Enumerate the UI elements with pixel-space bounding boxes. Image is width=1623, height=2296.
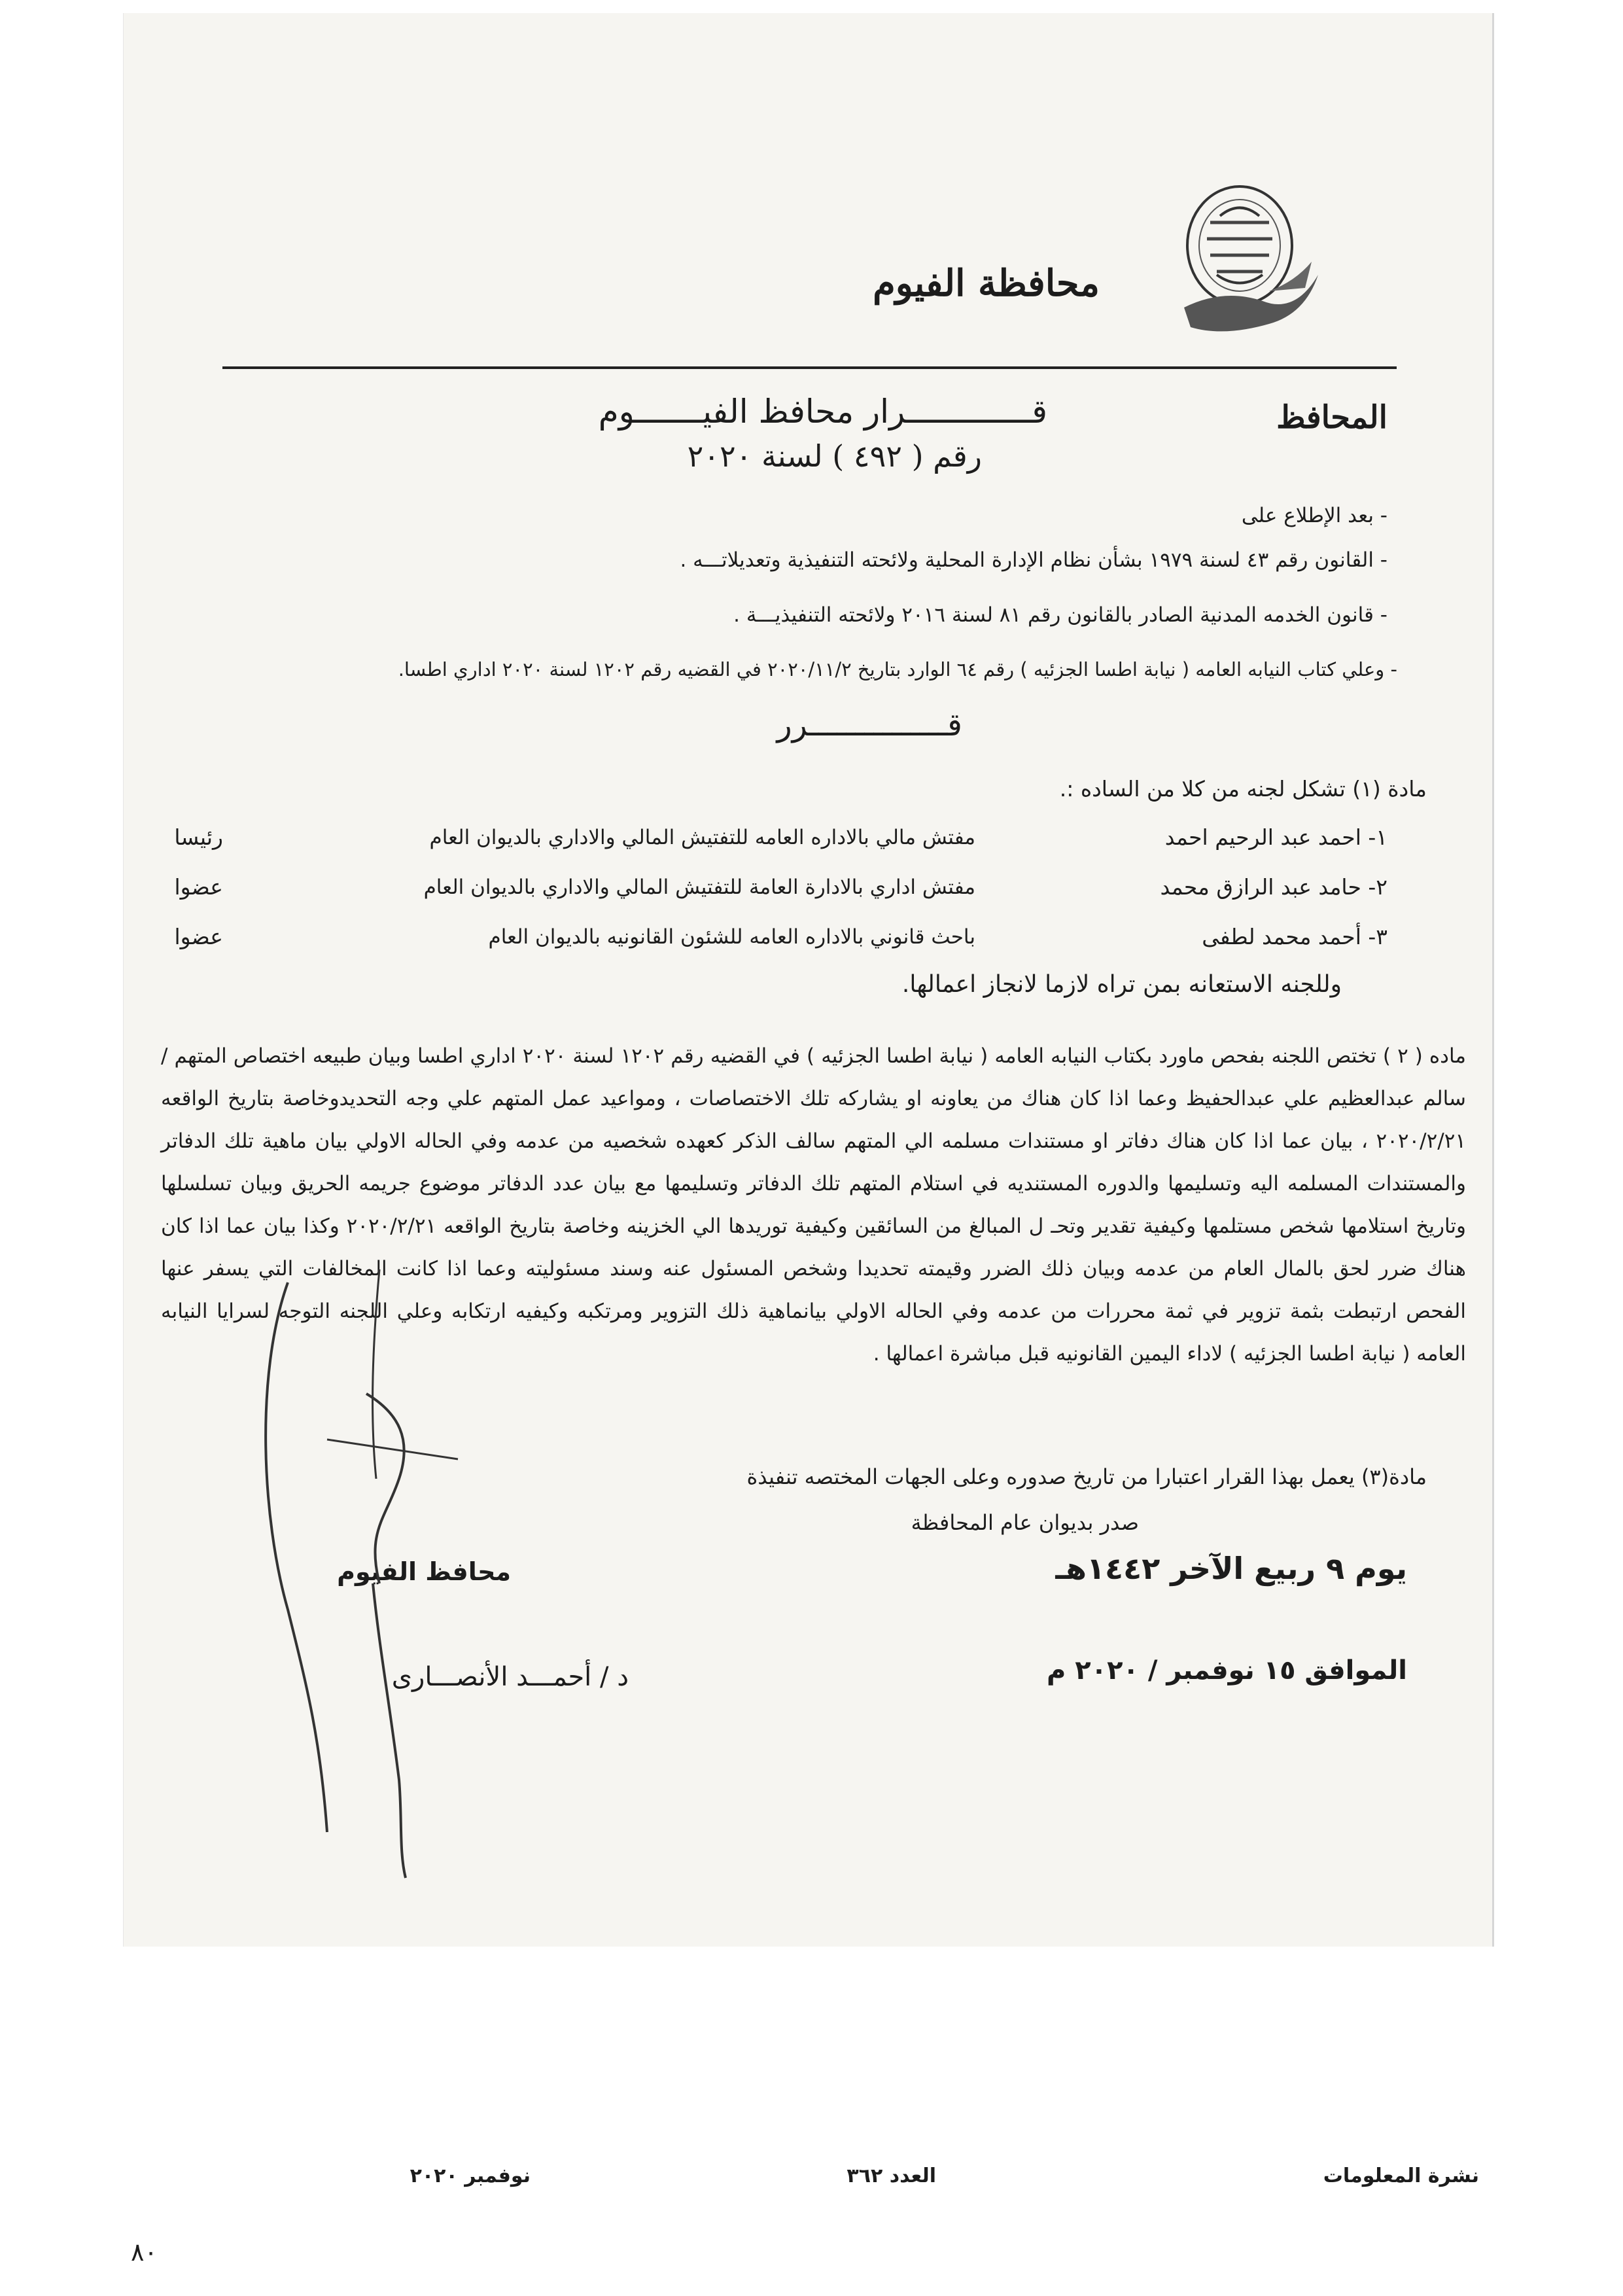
page-number: ٨٠ <box>131 2238 158 2267</box>
date-gregorian: الموافق ١٥ نوفمبر / ٢٠٢٠ م <box>1047 1655 1407 1686</box>
decision-number: رقم ( ٤٩٢ ) لسنة ٢٠٢٠ <box>687 438 982 474</box>
footer-publication: نشرة المعلومات <box>1323 2164 1479 2187</box>
governorate-emblem-icon <box>1171 177 1328 340</box>
preamble-line: - قانون الخدمه المدنية الصادر بالقانون رقم ٨١ لسنة ٢٠١٦ ولائحته التنفيذيـــة . <box>733 603 1387 627</box>
member-name: ٣- أحمد محمد لطفى <box>1202 924 1387 949</box>
member-title: مفتش اداري بالادارة العامة للتفتيش المالي والاداري بالديوان العام <box>423 875 975 899</box>
article1-assist: وللجنه الاستعانه بمن تراه لازما لانجاز اعمالها. <box>901 971 1342 998</box>
preamble-line: - القانون رقم ٤٣ لسنة ١٩٧٩ بشأن نظام الإدارة المحلية ولائحته التنفيذية وتعديلاتـــه . <box>680 548 1387 572</box>
date-hijri: يوم ٩ ربيع الآخر ١٤٤٢هـ <box>1055 1551 1407 1586</box>
decided-heading: قـــــــــــــــرر <box>777 707 962 743</box>
article2-text: ماده ( ٢ ) تختص اللجنه بفحص ماورد بكتاب النيابه العامه ( نيابة اطسا الجزئيه ) في القضيه رقم ١٢٠٢ لسنة ٢٠٢٠ اداري اطسا وبيان طبيعه اختصاص المتهم / سالم عبدالعظيم علي عبدالحفيظ وعما اذا كان هناك من يعاونه او يشاركه تلك الاختصاصات ، ومواعيد عمل المتهم علي وجه التحديدوخاصة بتاريخ الواقعه ٢٠٢٠/٢/٢١ ، بيان عما اذا كان هناك دفاتر او مستندات مسلمه الي المتهم سالف الذكر كعهده شخصيه من عدمه وفي الحاله الاولي بيان ماهية تلك الدفاتر والمستندات المسلمه اليه وتسليمها والدوره المستنديه في استلام المتهم تلك الدفاتر وتسليمها مع بيان عدد الدفاتر موضوع جريمه الحريق وبيان تسلسلها وتاريخ استلامها شخص مستلمها وكيفية تقدير وتحـ ل المبالغ من السائقين وكيفية توريدها الي الخزينه وخاصة بتاريخ الواقعه ٢٠٢٠/٢/٢١ وكذا بيان عما اذا كان هناك ضرر لحق بالمال العام من عدمه وبيان ذلك الضرر وقيمته تحديدا وشخص المسئول عنه وسند مسئوليته وعما اذا كانت المخالفات التي يسفر عنها الفحص ارتبطت بثمة تزوير في ثمة محررات من عدمه وفي الحاله الاولي بيانماهية ذلك التزوير ومرتكبه وكيفيه ارتكابه وعلي اللجنه التوجه لسرايا النيابه العامه ( نيابة اطسا الجزئيه ) لاداء اليمين القانونيه قبل مباشرة اعمالها . <box>161 1044 1467 1366</box>
member-title: باحث قانوني بالاداره العامه للشئون القانونيه بالديوان العام <box>488 925 975 949</box>
article3-text: مادة(٣) يعمل بهذا القرار اعتبارا من تاريخ صدوره وعلى الجهات المختصه تنفيذة <box>746 1464 1427 1489</box>
member-name: ٢- حامد عبد الرازق محمد <box>1160 874 1387 900</box>
member-role: عضوا <box>174 874 223 900</box>
governor-label: المحافظ <box>1276 399 1387 436</box>
handwritten-signature <box>249 1243 510 1884</box>
authority-header: محافظة الفيوم <box>873 262 1100 305</box>
footer-month: نوفمبر ٢٠٢٠ <box>410 2164 531 2187</box>
member-role: عضوا <box>174 924 223 949</box>
member-title: مفتش مالي بالاداره العامه للتفتيش المالي والاداري بالديوان العام <box>429 826 975 849</box>
footer-issue: العدد ٣٦٢ <box>846 2164 936 2187</box>
member-role: رئيسا <box>174 824 223 850</box>
issued-at: صدر بديوان عام المحافظة <box>911 1510 1139 1535</box>
member-name: ١- احمد عبد الرحيم احمد <box>1164 824 1387 850</box>
decision-title: قـــــــــــــرار محافظ الفيـــــــوم <box>598 393 1047 431</box>
preamble-line: - وعلي كتاب النيابه العامه ( نيابة اطسا الجزئيه ) رقم ٦٤ الوارد بتاريخ ٢٠٢٠/١١/٢ في القضيه رقم ١٢٠٢ لسنة ٢٠٢٠ اداري اطسا. <box>398 658 1397 680</box>
signatory-name: د / أحمـــد الأنصـــارى <box>391 1662 629 1692</box>
signatory-title: محافظ الفيوم <box>337 1557 511 1586</box>
preamble-line: - بعد الإطلاع على <box>1241 504 1387 527</box>
article1-intro: مادة (١) تشكل لجنه من كلا من الساده :. <box>1059 776 1427 802</box>
header-rule <box>222 366 1397 369</box>
